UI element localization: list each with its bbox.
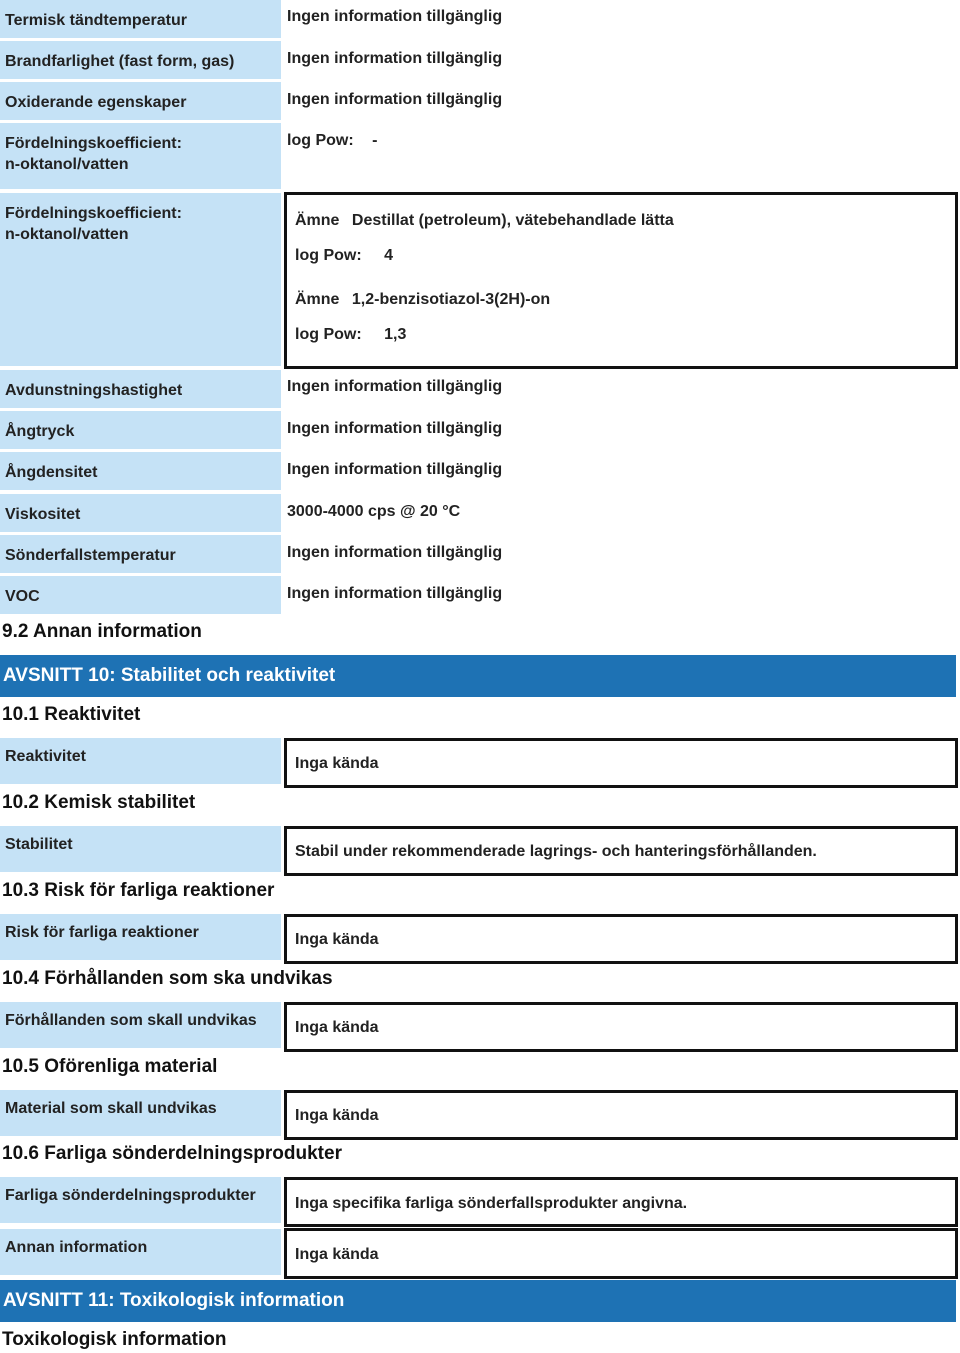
prop-label: Avdunstningshastighet xyxy=(0,370,281,408)
prop-label: Sönderfallstemperatur xyxy=(0,535,281,573)
subsection-heading: 10.6 Farliga sönderdelningsprodukter xyxy=(2,1143,342,1164)
subsection-heading: Toxikologisk information xyxy=(2,1329,227,1350)
prop-value: Ingen information tillgänglig xyxy=(287,461,503,478)
prop-label: Viskositet xyxy=(0,494,281,532)
section-header: AVSNITT 11: Toxikologisk information xyxy=(0,1280,956,1322)
field-label: Förhållanden som skall undvikas xyxy=(0,1002,281,1048)
substance-box xyxy=(284,192,958,369)
field-label: Stabilitet xyxy=(0,826,281,872)
prop-value: Ingen information tillgänglig xyxy=(287,8,503,25)
field-label: Reaktivitet xyxy=(0,738,281,784)
prop-label: VOC xyxy=(0,576,281,614)
field-value-box xyxy=(284,738,958,788)
field-value: Inga kända xyxy=(295,1246,379,1263)
field-value-box xyxy=(284,914,958,964)
logpow-value: 4 xyxy=(384,247,394,264)
field-value-box xyxy=(284,1228,958,1279)
partition-label-line2: n-oktanol/vatten xyxy=(5,226,129,243)
substance-logpow xyxy=(295,247,393,265)
field-value: Inga kända xyxy=(295,1019,379,1036)
subsection-heading: 10.4 Förhållanden som ska undvikas xyxy=(2,968,333,989)
field-value-box xyxy=(284,826,958,876)
subsection-heading: 10.1 Reaktivitet xyxy=(2,704,141,725)
field-value-box xyxy=(284,1002,958,1052)
subsection-heading: 9.2 Annan information xyxy=(2,621,202,642)
prop-value: Ingen information tillgänglig xyxy=(287,544,503,561)
subsection-heading: 10.2 Kemisk stabilitet xyxy=(2,792,196,813)
logpow-value: - xyxy=(372,132,378,149)
section-header: AVSNITT 10: Stabilitet och reaktivitet xyxy=(0,655,956,697)
partition-label-line1: Fördelningskoefficient: xyxy=(5,205,182,222)
field-label: Annan information xyxy=(0,1229,281,1275)
field-label: Risk för farliga reaktioner xyxy=(0,914,281,960)
prop-value: Ingen information tillgänglig xyxy=(287,420,503,437)
logpow-value: 1,3 xyxy=(384,326,407,343)
amne-label: Ämne xyxy=(295,212,340,229)
prop-label: Ångtryck xyxy=(0,411,281,449)
logpow-label: log Pow: xyxy=(295,326,362,343)
substance-row xyxy=(295,212,674,230)
partition-logpow xyxy=(287,132,377,150)
prop-value: Ingen information tillgänglig xyxy=(287,91,503,108)
partition-label xyxy=(0,193,281,366)
partition-label xyxy=(0,123,281,189)
field-value-box xyxy=(284,1177,958,1227)
substance-name: Destillat (petroleum), vätebehandlade lätta xyxy=(351,212,674,229)
field-value: Inga kända xyxy=(295,1107,379,1124)
partition-label-line1: Fördelningskoefficient: xyxy=(5,135,182,152)
prop-label: Oxiderande egenskaper xyxy=(0,82,281,120)
amne-label: Ämne xyxy=(295,291,340,308)
substance-logpow xyxy=(295,326,406,344)
substance-row xyxy=(295,291,550,309)
logpow-label: log Pow: xyxy=(295,247,362,264)
partition-label-line2: n-oktanol/vatten xyxy=(5,156,129,173)
field-value: Inga specifika farliga sönderfallsprodukter angivna. xyxy=(295,1195,688,1212)
substance-name: 1,2-benzisotiazol-3(2H)-on xyxy=(351,291,551,308)
field-value: Inga kända xyxy=(295,931,379,948)
field-label: Farliga sönderdelningsprodukter xyxy=(0,1177,281,1223)
prop-label: Ångdensitet xyxy=(0,452,281,490)
field-label: Material som skall undvikas xyxy=(0,1090,281,1136)
prop-value: Ingen information tillgänglig xyxy=(287,378,503,395)
prop-label: Termisk tändtemperatur xyxy=(0,0,281,38)
field-value: Stabil under rekommenderade lagrings- och hanteringsförhållanden. xyxy=(295,843,817,860)
field-value: Inga kända xyxy=(295,755,379,772)
prop-value: Ingen information tillgänglig xyxy=(287,585,503,602)
subsection-heading: 10.5 Oförenliga material xyxy=(2,1056,218,1077)
field-value-box xyxy=(284,1090,958,1140)
prop-label: Brandfarlighet (fast form, gas) xyxy=(0,41,281,79)
prop-value: 3000-4000 cps @ 20 °C xyxy=(287,503,461,520)
prop-value: Ingen information tillgänglig xyxy=(287,50,503,67)
logpow-label: log Pow: xyxy=(287,132,354,149)
subsection-heading: 10.3 Risk för farliga reaktioner xyxy=(2,880,275,901)
